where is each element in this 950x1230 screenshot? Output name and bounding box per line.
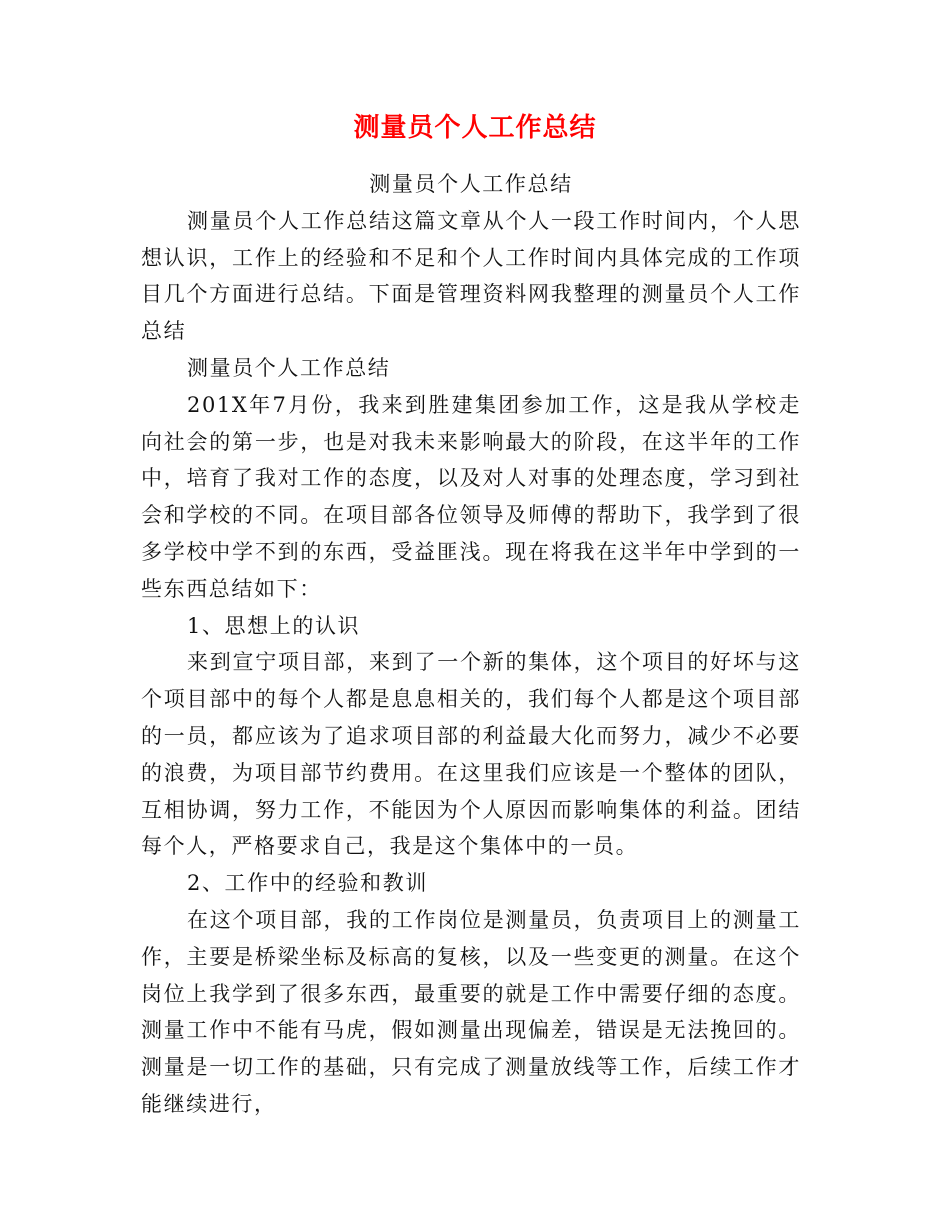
section-heading: 测量员个人工作总结 xyxy=(187,355,391,380)
document-body xyxy=(141,166,801,1123)
intro-paragraph: 测量员个人工作总结这篇文章从个人一段工作时间内，个人思想认识，工作上的经验和不足和个人工作时间内具体完成的工作项目几个方面进行总结。下面是管理资料网我整理的测量员个人工作总结 xyxy=(141,208,801,344)
body-paragraph: 201X年7月份，我来到胜建集团参加工作，这是我从学校走向社会的第一步，也是对我未来影响最大的阶段，在这半年的工作中，培育了我对工作的态度，以及对人对事的处理态度，学习到社会和学校的不同。在项目部各位领导及师傅的帮助下，我学到了很多学校中学不到的东西，受益匪浅。现在将我在这半年中学到的一些东西总结如下： xyxy=(141,392,801,601)
body-paragraph: 在这个项目部，我的工作岗位是测量员，负责项目上的测量工作，主要是桥梁坐标及标高的复核，以及一些变更的测量。在这个岗位上我学到了很多东西，最重要的就是工作中需要仔细的态度。测量工作中不能有马虎，假如测量出现偏差，错误是无法挽回的。测量是一切工作的基础，只有完成了测量放线等工作，后续工作才能继续进行， xyxy=(141,907,801,1116)
document-subtitle: 测量员个人工作总结 xyxy=(369,172,573,196)
body-paragraph: 来到宣宁项目部，来到了一个新的集体，这个项目的好坏与这个项目部中的每个人都是息息相关的，我们每个人都是这个项目部的一员，都应该为了追求项目部的利益最大化而努力，减少不必要的浪费，为项目部节约费用。在这里我们应该是一个整体的团队，互相协调，努力工作，不能因为个人原因而影响集体的利益。团结每个人，严格要求自己，我是这个集体中的一员。 xyxy=(141,650,801,859)
section-heading-1: 1、思想上的认识 xyxy=(187,613,361,638)
section-heading-2: 2、工作中的经验和教训 xyxy=(187,871,428,896)
document-title: 测量员个人工作总结 xyxy=(353,113,597,143)
